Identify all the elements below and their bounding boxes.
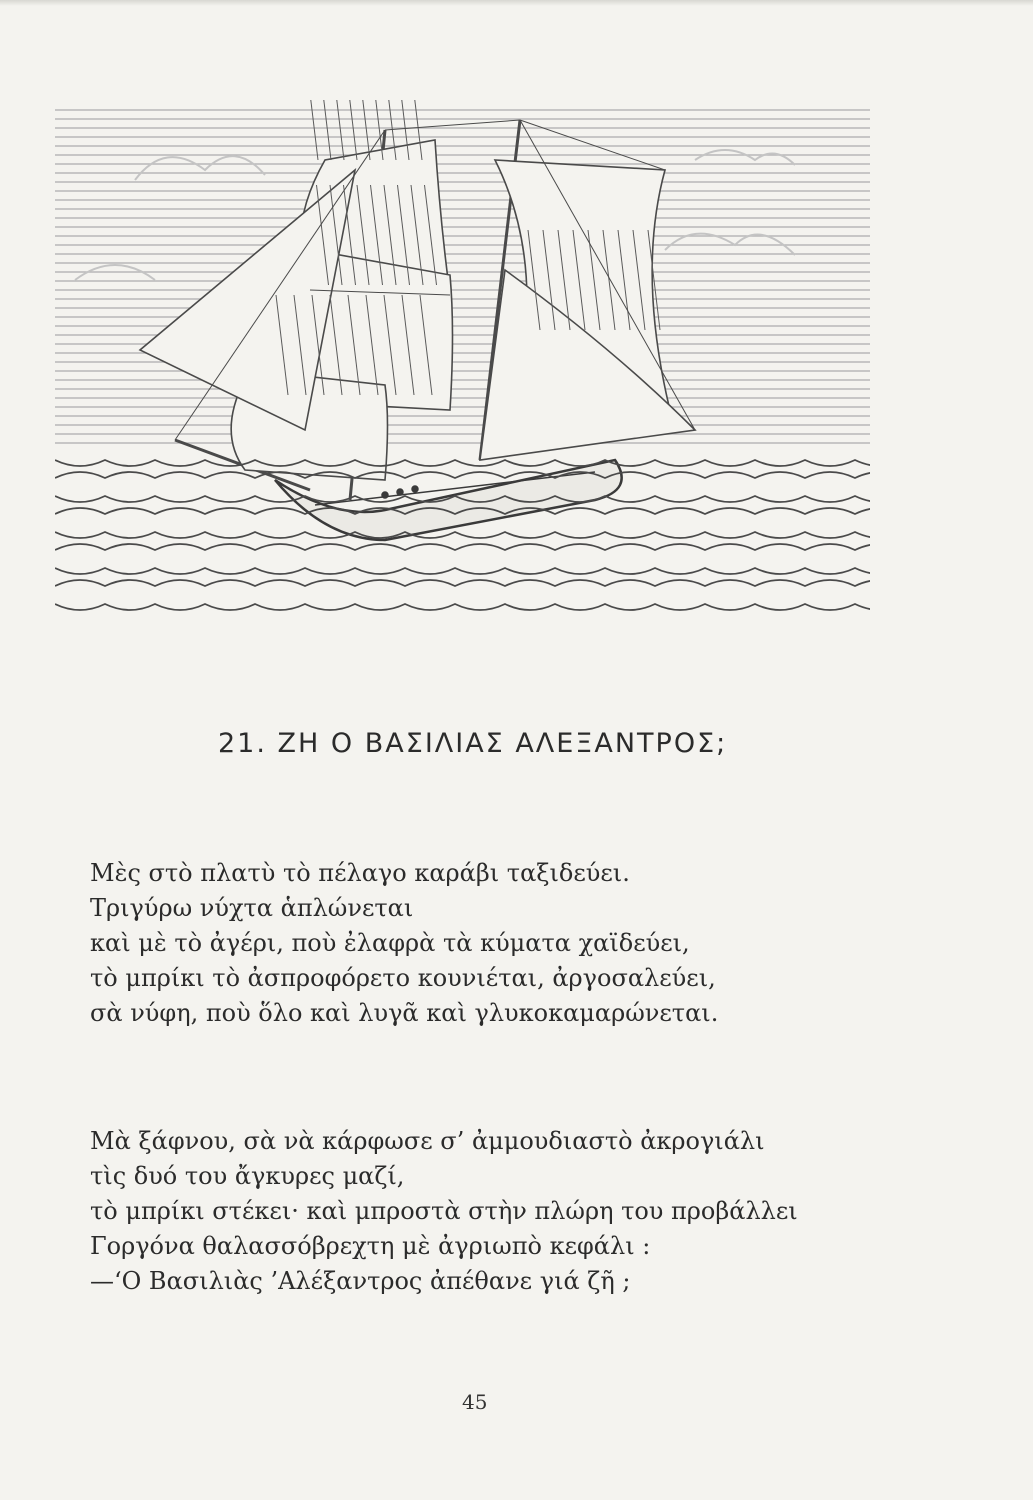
background-hatching — [55, 110, 870, 443]
verse-line: τὶς δυό του ἄγκυρες μαζί, — [90, 1162, 405, 1190]
sail-stripe — [358, 100, 370, 160]
verse-line: Γοργόνα θαλασσόβρεχτη μὲ ἀγριωπὸ κεφάλι : — [90, 1232, 651, 1260]
verse-line: τὸ μπρίκι τὸ ἀσπροφόρετο κουνιέται, ἀργοσαλεύει, — [90, 964, 716, 992]
sail-stripe — [319, 100, 331, 160]
sail-stripe — [332, 100, 344, 160]
verse-line: Μὰ ξάφνου, σὰ νὰ κάρφωσε σ’ ἀμμουδιαστὸ ἀκρογιάλι — [90, 1127, 765, 1155]
verse-line: καὶ μὲ τὸ ἀγέρι, ποὺ ἐλαφρὰ τὰ κύματα χαϊδεύει, — [90, 929, 690, 957]
wave-line — [55, 532, 870, 538]
wave-line — [55, 580, 870, 586]
poem-title-text: ΖΗ Ο ΒΑΣΙΛΙΑΣ ΑΛΕΞΑΝΤΡΟΣ; — [277, 728, 728, 759]
sailing-ship-drawing — [55, 100, 870, 620]
page-number: 45 — [462, 1390, 488, 1414]
verse-line: Μὲς στὸ πλατὺ τὸ πέλαγο καράβι ταξιδεύει. — [90, 859, 630, 887]
verse-line: Τριγύρω νύχτα ἁπλώνεται — [90, 894, 414, 922]
page-edge — [0, 0, 1033, 6]
verse-line: —‘Ο Βασιλιὰς ’Αλέξαντρος ἀπέθανε γιά ζῆ ; — [90, 1267, 631, 1295]
wave-line — [55, 472, 870, 478]
wave-line — [55, 604, 870, 610]
wave-line — [55, 544, 870, 550]
ship-illustration — [55, 100, 870, 620]
sea-waves — [55, 460, 870, 610]
sail-stripe — [306, 100, 318, 160]
stanza-2 — [90, 1124, 798, 1299]
verse-line: σὰ νύφη, ποὺ ὅλο καὶ λυγᾶ καὶ γλυκοκαμαρώνεται. — [90, 999, 719, 1027]
wave-line — [55, 460, 870, 466]
poem-number: 21. — [218, 728, 267, 759]
verse-line: τὸ μπρίκι στέκει· καὶ μπροστὰ στὴν πλώρη του προβάλλει — [90, 1197, 798, 1225]
wave-line — [55, 568, 870, 574]
poem-title — [218, 728, 727, 759]
sail-stripe — [345, 100, 357, 160]
stanza-1 — [90, 856, 718, 1031]
